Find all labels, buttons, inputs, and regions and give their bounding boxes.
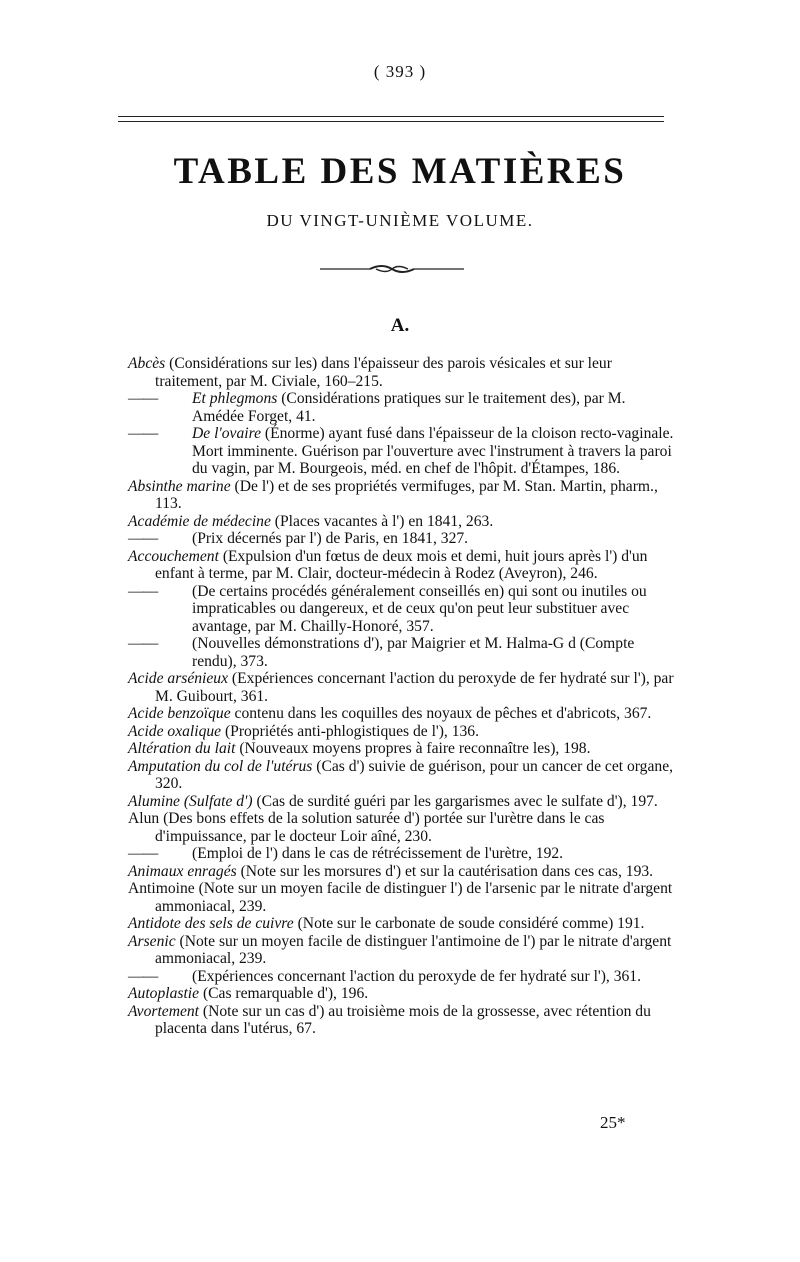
entry-heading: De l'ovaire — [192, 425, 262, 442]
entry-heading: Amputation du col de l'utérus — [128, 757, 313, 775]
entry-text: (Énorme) ayant fusé dans l'épaisseur de la cloison recto-vaginale. Mort imminente. Guérison par l'ouverture avec l'instrument à travers la paroi du vagin, par M. Bourgeois, méd. en chef de l'hôpit. d'Étampes, 186. — [192, 425, 674, 477]
index-entry — [128, 915, 676, 933]
entry-text: (Considérations pratiques sur le traitement des), par M. Amédée Forget, 41. — [192, 390, 626, 425]
entry-heading: Alumine (Sulfate d') — [128, 792, 253, 810]
entry-text: (Des bons effets de la solution saturée d') portée sur l'urètre dans le cas d'impuissance, par le docteur Loir aîné, 230. — [155, 810, 605, 845]
page-title: TABLE DES MATIÈRES — [173, 151, 627, 192]
index-entry — [128, 933, 676, 968]
entry-text: (Propriétés anti-phlogistiques de l'), 136. — [221, 722, 479, 740]
index-subentry — [128, 635, 676, 670]
index-entry — [128, 548, 676, 583]
entry-text: (Places vacantes à l') en 1841, 263. — [270, 512, 494, 530]
entry-heading: Absinthe marine — [128, 477, 231, 495]
signature-mark: 25* — [600, 1113, 626, 1132]
entry-text: (Expériences concernant l'action du peroxyde de fer hydraté sur l'), 361. — [192, 967, 641, 985]
entry-text: (Cas remarquable d'), 196. — [199, 985, 369, 1002]
index-entry — [128, 478, 676, 513]
entry-text: (Note sur les morsures d') et sur la cautérisation dans ces cas, 193. — [236, 862, 654, 880]
entry-heading: Antidote des sels de cuivre — [128, 915, 294, 932]
entry-heading: Altération du lait — [128, 740, 236, 757]
entry-text: (Considérations sur les) dans l'épaisseur des parois vésicales et sur leur traitement, par M. Civiale, 160–215. — [155, 355, 612, 390]
index-subentry — [128, 530, 676, 548]
entry-text: contenu dans les coquilles des noyaux de pêches et d'abricots, 367. — [230, 705, 652, 722]
index-subentry — [128, 968, 676, 986]
entry-heading: Avortement — [128, 1002, 200, 1020]
repeat-dash: —— — [128, 635, 158, 652]
entry-heading: Antimoine — [128, 880, 195, 897]
index-entry — [128, 880, 676, 915]
index-subentry — [128, 425, 676, 478]
page-subtitle: DU VINGT-UNIÈME VOLUME. — [266, 211, 534, 230]
double-rule-bottom — [118, 121, 664, 122]
entry-heading: Acide benzoïque — [128, 705, 231, 722]
section-letter: A. — [390, 315, 410, 336]
repeat-dash: —— — [128, 582, 158, 600]
entry-text: (Prix décernés par l') de Paris, en 1841, 327. — [192, 530, 469, 547]
index-entries — [128, 355, 676, 1038]
ornament-divider-icon — [320, 262, 464, 276]
index-subentry — [128, 845, 676, 863]
index-entry — [128, 670, 676, 705]
repeat-dash: —— — [128, 530, 158, 547]
index-subentry — [128, 390, 676, 425]
entry-heading: Acide arsénieux — [128, 670, 229, 687]
entry-heading: Animaux enragés — [128, 862, 237, 880]
entry-text: (Note sur un moyen facile de distinguer l'antimoine de l') par le nitrate d'argent ammoniacal, 239. — [155, 932, 672, 967]
entry-heading: Académie de médecine — [128, 512, 271, 530]
entry-text: (Cas de surdité guéri par les gargarismes avec le sulfate d'), 197. — [252, 792, 658, 810]
index-entry — [128, 705, 676, 723]
entry-text: (De certains procédés généralement conseillés en) qui sont ou inutiles ou impraticables ou dangereux, et de ceux qu'on peut leur substituer avec avantage, par M. Chailly-Honoré, 357. — [192, 582, 647, 635]
index-entry — [128, 758, 676, 793]
index-entry — [128, 740, 676, 758]
index-entry — [128, 810, 676, 845]
entry-text: (Note sur un cas d') au troisième mois de la grossesse, avec rétention du placenta dans l'utérus, 67. — [155, 1002, 651, 1037]
entry-heading: Et phlegmons — [192, 390, 278, 407]
index-entry — [128, 1003, 676, 1038]
entry-text: (Emploi de l') dans le cas de rétrécissement de l'urètre, 192. — [192, 845, 564, 862]
entry-heading: Arsenic — [128, 932, 176, 950]
entry-heading: Accouchement — [128, 547, 219, 565]
entry-text: (Expériences concernant l'action du peroxyde de fer hydraté sur l'), par M. Guibourt, 361. — [155, 670, 674, 705]
repeat-dash: —— — [128, 390, 158, 407]
index-entry — [128, 863, 676, 881]
entry-heading: Autoplastie — [128, 985, 200, 1002]
index-entry — [128, 793, 676, 811]
double-rule-top — [118, 116, 664, 117]
index-entry — [128, 513, 676, 531]
entry-text: (Cas d') suivie de guérison, pour un cancer de cet organe, 320. — [155, 757, 674, 792]
entry-heading: Abcès — [128, 355, 166, 372]
entry-heading: Acide oxalique — [128, 722, 222, 740]
entry-text: (Nouvelles démonstrations d'), par Maigrier et M. Halma-G d (Compte rendu), 373. — [192, 635, 635, 670]
repeat-dash: —— — [128, 967, 158, 985]
page-number: ( 393 ) — [373, 62, 427, 81]
entry-text: (Expulsion d'un fœtus de deux mois et demi, huit jours après l') d'un enfant à terme, par M. Clair, docteur-médecin à Rodez (Aveyron), 246. — [155, 547, 648, 582]
entry-heading: Alun — [128, 810, 160, 827]
entry-text: (Nouveaux moyens propres à faire reconnaître les), 198. — [235, 740, 591, 757]
index-subentry — [128, 583, 676, 636]
entry-text: (Note sur un moyen facile de distinguer l') de l'arsenic par le nitrate d'argent ammoniacal, 239. — [155, 880, 673, 915]
entry-text: (De l') et de ses propriétés vermifuges, par M. Stan. Martin, pharm., 113. — [155, 477, 658, 512]
repeat-dash: —— — [128, 425, 158, 442]
entry-text: (Note sur le carbonate de soude considéré comme) 191. — [293, 915, 645, 932]
index-entry — [128, 355, 676, 390]
repeat-dash: —— — [128, 845, 158, 862]
index-entry — [128, 985, 676, 1003]
index-entry — [128, 723, 676, 741]
